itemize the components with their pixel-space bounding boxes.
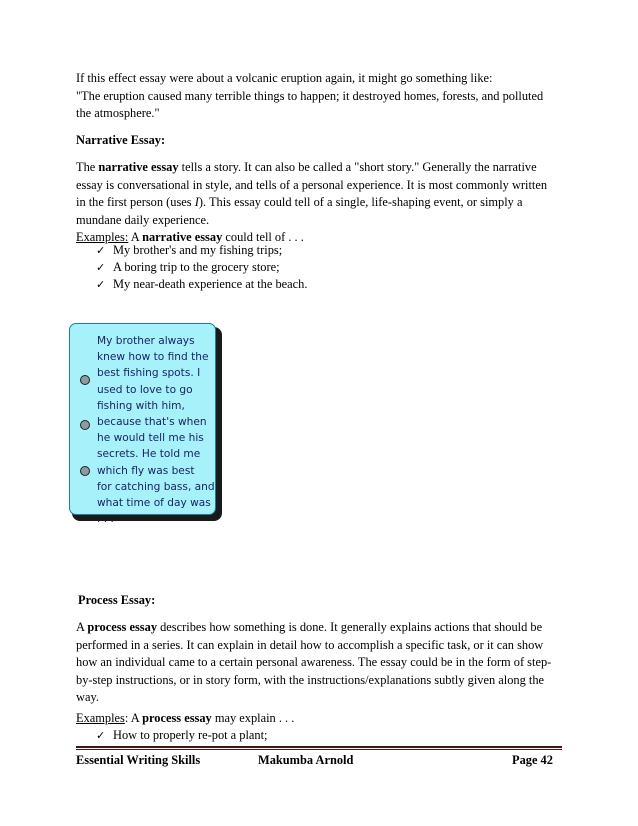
note-card-line: . . . [97, 513, 114, 526]
note-card-line: fishing with him, [97, 399, 185, 412]
checklist-item-label: My brother's and my fishing trips; [113, 243, 283, 257]
narrative-heading: Narrative Essay: [76, 133, 166, 147]
intro-paragraph [76, 70, 562, 123]
checklist-item [96, 242, 282, 260]
checklist-item-label: My near-death experience at the beach. [113, 277, 308, 291]
bold-term: process essay [142, 711, 212, 725]
process-line: performed in a series. It can explain in detail how to accomplish a specific task, or it can show [76, 637, 544, 652]
note-card-line: My brother always [97, 335, 195, 347]
text-run: could tell of . . . [222, 230, 304, 244]
checkmark-icon: ✓ [96, 244, 106, 257]
checklist-item [96, 276, 307, 294]
process-line: how an individual came to a certain personal awareness. The essay could be in the form of step- [76, 655, 552, 669]
process-line [76, 619, 562, 637]
process-heading: Process Essay: [78, 593, 156, 607]
text-run: describes how something is done. It generally explains actions that should be [157, 620, 543, 634]
note-card-line: which fly was best [97, 464, 195, 477]
note-card-line: what time of day was [97, 497, 211, 510]
footer-page-number: Page 42 [512, 753, 553, 767]
text-run: tells a story. It can also be called a "short story." Generally the narrative [178, 160, 537, 174]
checkmark-icon: ✓ [96, 729, 106, 742]
process-paragraph [76, 619, 562, 707]
text-run: A [76, 620, 88, 634]
narrative-line [76, 159, 562, 177]
bold-term: narrative essay [142, 230, 223, 244]
text-run: : A [124, 711, 143, 725]
note-card-line: for catching bass, and [97, 480, 215, 493]
bold-term: narrative essay [98, 160, 179, 174]
binder-hole-icon [80, 420, 90, 430]
footer-title: Essential Writing Skills [76, 753, 201, 767]
intro-line: the atmosphere." [76, 106, 160, 120]
process-line: way. [76, 690, 99, 704]
note-card-line: he would tell me his [97, 432, 204, 445]
note-card-line: because that's when [97, 416, 207, 429]
note-card-line: best fishing spots. I [97, 367, 201, 380]
process-examples-text [76, 710, 562, 728]
note-card-text [97, 333, 219, 527]
note-card-line: knew how to find the [97, 351, 209, 364]
checklist-item-label: How to properly re-pot a plant; [113, 728, 268, 742]
checkmark-icon: ✓ [96, 278, 106, 291]
binder-hole-icon [80, 466, 90, 476]
binder-hole-icon [80, 375, 90, 385]
footer-rule [76, 746, 562, 748]
footer-author: Makumba Arnold [258, 753, 354, 767]
checklist-item [96, 259, 280, 277]
note-card-line: secrets. He told me [97, 448, 201, 461]
footer-rule [76, 749, 562, 750]
examples-label: Examples: [76, 230, 129, 244]
narrative-line: mundane daily experience. [76, 212, 210, 227]
narrative-line [76, 194, 562, 212]
intro-line: If this effect essay were about a volcanic eruption again, it might go something like: [76, 71, 493, 85]
italic-term: I [194, 195, 199, 209]
narrative-paragraph [76, 159, 562, 247]
process-line: by-step instructions, or in story form, with the instructions/explanations subtly given along the [76, 672, 545, 687]
text-run: The [76, 160, 99, 174]
note-card [69, 323, 216, 526]
checklist-item-label: A boring trip to the grocery store; [113, 260, 280, 274]
checkmark-icon: ✓ [96, 261, 106, 274]
note-card-line: used to love to go [97, 383, 193, 396]
text-run: ). This essay could tell of a single, life-shaping event, or simply a [198, 195, 523, 209]
text-run: may explain . . . [211, 711, 295, 725]
text-run: in the first person (uses [76, 195, 195, 209]
intro-line: "The eruption caused many terrible things to happen; it destroyed homes, forests, and polluted [76, 88, 544, 103]
checklist-item [96, 727, 268, 745]
process-examples-line [76, 710, 562, 728]
narrative-line: essay is conversational in style, and tells of a personal experience. It is most commonly written [76, 177, 548, 192]
text-run: A [128, 230, 143, 244]
examples-label: Examples [76, 711, 125, 725]
bold-term: process essay [87, 620, 158, 634]
